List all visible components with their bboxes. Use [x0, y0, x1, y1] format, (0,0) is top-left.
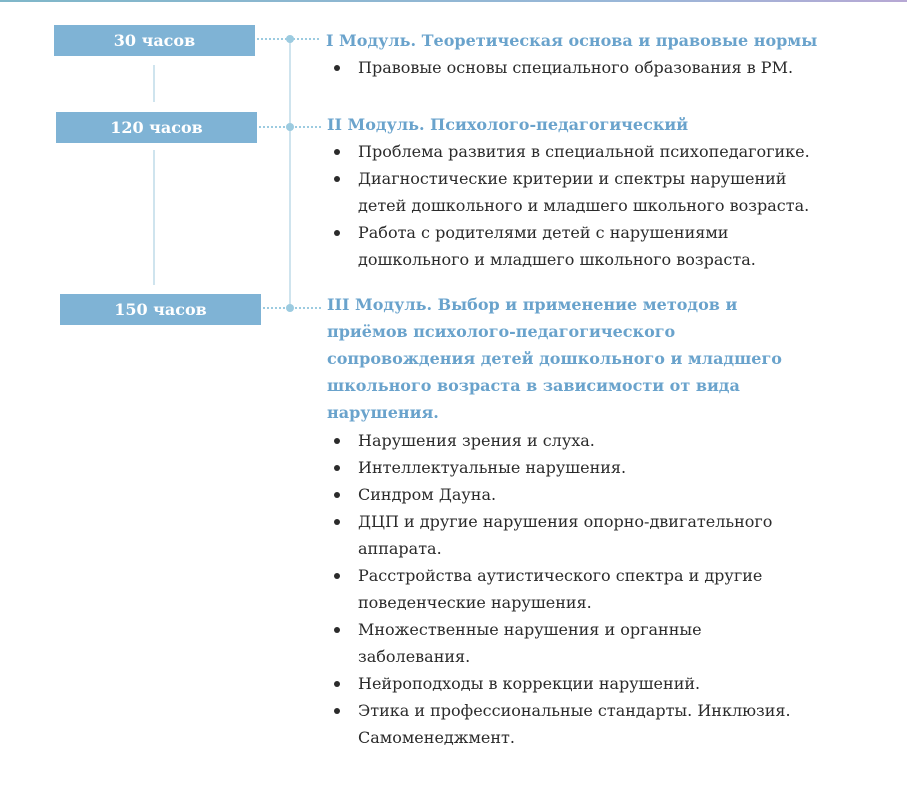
module-1-title: I Модуль. Теоретическая основа и правовые нормы — [326, 31, 818, 50]
module-2-list — [327, 138, 837, 273]
list-item: Расстройства аутистического спектра и другие поведенческие нарушения. — [327, 562, 807, 616]
hours-connector — [153, 150, 155, 285]
module-3-title: III Модуль. Выбор и применение методов и приёмов психолого-педагогического сопровождения детей дошкольного и младшего школьного возраста в зависимости от вида нарушения. — [327, 295, 782, 422]
list-item: Работа с родителями детей с нарушениями дошкольного и младшего школьного возраста. — [327, 219, 837, 273]
list-item: Правовые основы специального образования в РМ. — [327, 54, 867, 81]
timeline-line — [289, 38, 291, 309]
list-item: Диагностические критерии и спектры нарушений детей дошкольного и младшего школьного возраста. — [327, 165, 837, 219]
list-item: Нейроподходы в коррекции нарушений. — [327, 670, 807, 697]
list-item: Интеллектуальные нарушения. — [327, 454, 807, 481]
list-item: Множественные нарушения и органные заболевания. — [327, 616, 807, 670]
hours-label: 120 часов — [110, 118, 203, 137]
hours-connector — [153, 65, 155, 102]
list-item: Этика и профессиональные стандарты. Инклюзия. Самоменеджмент. — [327, 697, 807, 751]
hours-box-module-3 — [60, 294, 261, 325]
list-item: Синдром Дауна. — [327, 481, 807, 508]
list-item: ДЦП и другие нарушения опорно-двигательного аппарата. — [327, 508, 807, 562]
list-item: Нарушения зрения и слуха. — [327, 427, 807, 454]
module-3-list — [327, 427, 807, 751]
hours-box-module-1 — [54, 25, 255, 56]
hours-label: 150 часов — [114, 300, 207, 319]
module-1-list — [327, 54, 867, 81]
list-item: Проблема развития в специальной психопедагогике. — [327, 138, 837, 165]
hours-box-module-2 — [56, 112, 257, 143]
timeline-node-1 — [286, 35, 294, 43]
timeline-node-2 — [286, 123, 294, 131]
top-divider — [0, 0, 907, 2]
module-2-title: II Модуль. Психолого-педагогический — [327, 115, 689, 134]
timeline-node-3 — [286, 304, 294, 312]
hours-label: 30 часов — [113, 31, 196, 50]
